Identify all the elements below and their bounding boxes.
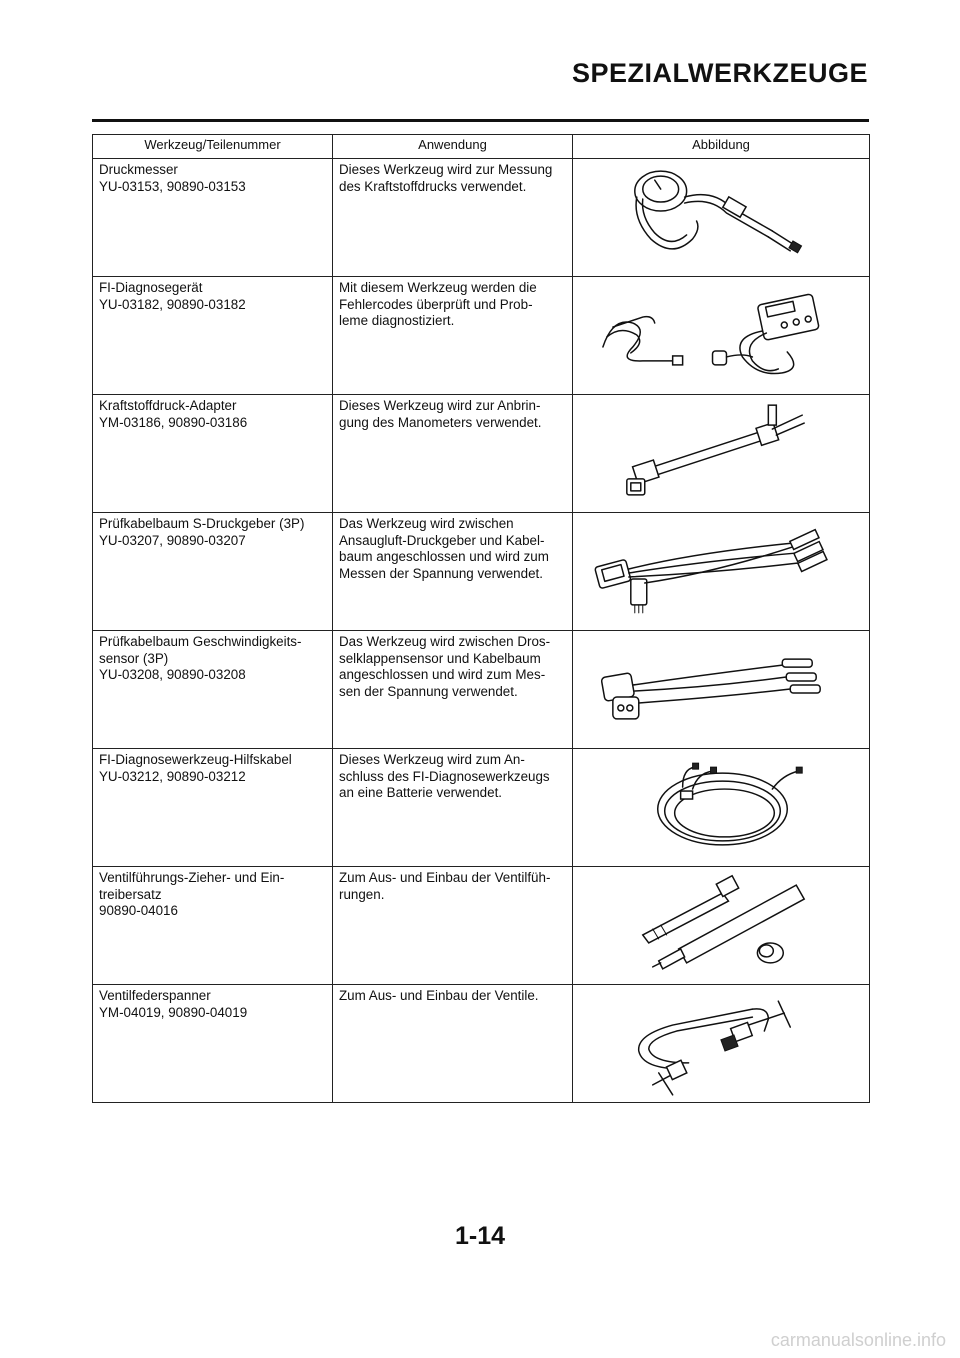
tool-use: Zum Aus- und Einbau der Ventilfüh- rungen. — [339, 870, 551, 902]
tool-name: Ventilfederspanner — [99, 988, 211, 1003]
tool-use: Dieses Werkzeug wird zum An- schluss des FI-Diagnosewerkzeugs an eine Batterie verwendet. — [339, 752, 550, 800]
table-row — [93, 631, 870, 749]
table-row — [93, 513, 870, 631]
tool-name: FI-Diagnosegerät — [99, 280, 203, 295]
tool-cell — [93, 985, 333, 1103]
special-tools-table — [92, 134, 870, 1103]
pressure-gauge-icon — [573, 159, 869, 276]
tool-number: YU-03182, 90890-03182 — [99, 296, 246, 312]
page-title: SPEZIALWERKZEUGE — [571, 58, 868, 88]
image-cell — [573, 631, 870, 749]
tool-name: Ventilführungs-Zieher- und Ein- treibersatz — [99, 870, 285, 902]
tool-name: Kraftstoffdruck-Adapter — [99, 398, 237, 413]
image-cell — [573, 867, 870, 985]
image-cell — [573, 277, 870, 395]
tool-cell — [93, 749, 333, 867]
tool-name: Prüfkabelbaum S-Druckgeber (3P) — [99, 516, 305, 531]
table-header-row — [93, 135, 870, 159]
table-row — [93, 985, 870, 1103]
image-cell — [573, 395, 870, 513]
image-cell — [573, 749, 870, 867]
use-cell — [333, 513, 573, 631]
tool-use: Dieses Werkzeug wird zur Messung des Kraftstoffdrucks verwendet. — [339, 162, 553, 194]
image-cell — [573, 985, 870, 1103]
tool-cell — [93, 395, 333, 513]
column-header-tool: Werkzeug/Teilenummer — [93, 135, 333, 159]
image-cell — [573, 513, 870, 631]
tool-cell — [93, 159, 333, 277]
use-cell — [333, 159, 573, 277]
use-cell — [333, 277, 573, 395]
tool-number: YU-03153, 90890-03153 — [99, 178, 246, 194]
tool-use: Das Werkzeug wird zwischen Ansaugluft-Druckgeber und Kabel- baum angeschlossen und wird zum Messen der Spannung verwendet. — [339, 516, 549, 581]
table-row — [93, 395, 870, 513]
diagnostic-tool-icon — [573, 277, 869, 394]
use-cell — [333, 749, 573, 867]
tool-name: Druckmesser — [99, 162, 178, 177]
tool-use: Zum Aus- und Einbau der Ventile. — [339, 988, 539, 1003]
table-row — [93, 749, 870, 867]
tool-name: Prüfkabelbaum Geschwindigkeits- sensor (3P) — [99, 634, 302, 666]
use-cell — [333, 395, 573, 513]
harness-3p-icon — [573, 513, 869, 630]
use-cell — [333, 867, 573, 985]
use-cell — [333, 631, 573, 749]
tool-number: YM-03186, 90890-03186 — [99, 414, 248, 430]
tool-name: FI-Diagnosewerkzeug-Hilfskabel — [99, 752, 292, 767]
aux-cable-icon — [573, 749, 869, 866]
tool-cell — [93, 513, 333, 631]
image-cell — [573, 159, 870, 277]
tool-cell — [93, 867, 333, 985]
tool-use: Mit diesem Werkzeug werden die Fehlercodes überprüft und Prob- leme diagnostiziert. — [339, 280, 537, 328]
tool-number: YM-04019, 90890-04019 — [99, 1004, 248, 1020]
fuel-adapter-icon — [573, 395, 869, 512]
table-row — [93, 867, 870, 985]
tool-use: Dieses Werkzeug wird zur Anbrin- gung des Manometers verwendet. — [339, 398, 542, 430]
page-number: 1-14 — [454, 1222, 506, 1250]
tool-number: YU-03212, 90890-03212 — [99, 768, 246, 784]
column-header-use: Anwendung — [333, 135, 573, 159]
tool-cell — [93, 277, 333, 395]
use-cell — [333, 985, 573, 1103]
tool-use: Das Werkzeug wird zwischen Dros- selklappensensor und Kabelbaum angeschlossen und wird zum Mes- sen der Spannung verwendet. — [339, 634, 551, 699]
column-header-image: Abbildung — [573, 135, 870, 159]
tool-cell — [93, 631, 333, 749]
table-row — [93, 277, 870, 395]
valve-guide-set-icon — [573, 867, 869, 984]
tool-number: 90890-04016 — [99, 903, 178, 918]
table-row — [93, 159, 870, 277]
title-rule — [92, 119, 869, 122]
valve-spring-compressor-icon — [573, 985, 869, 1102]
tool-number: YU-03208, 90890-03208 — [99, 667, 246, 682]
tool-number: YU-03207, 90890-03207 — [99, 532, 246, 548]
watermark: carmanualsonline.info — [770, 1330, 946, 1350]
harness-speed-icon — [573, 631, 869, 748]
